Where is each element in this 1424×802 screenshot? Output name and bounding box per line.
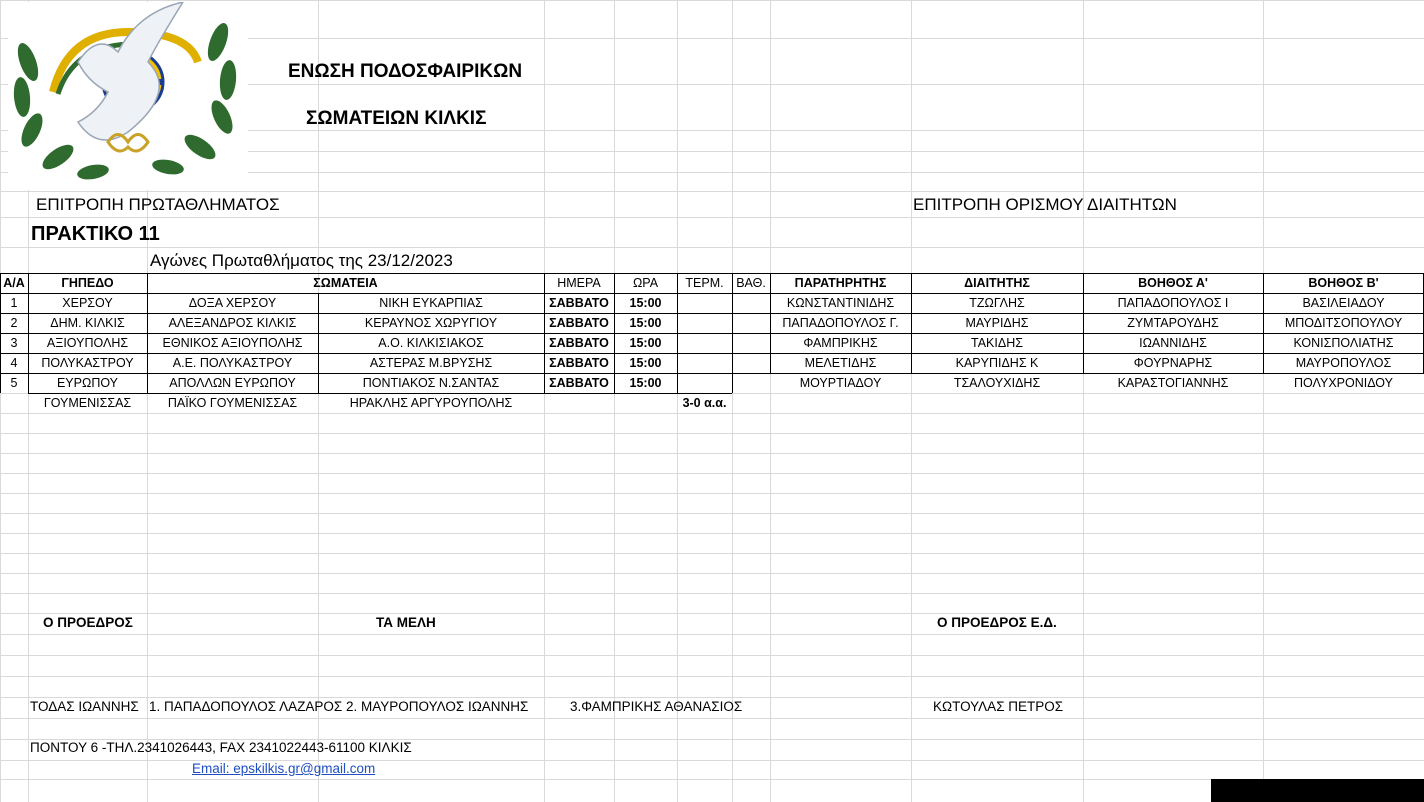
referee-committee-label: ΕΠΙΤΡΟΠΗ ΟΡΙΣΜΟΥ ΔΙΑΙΤΗΤΩΝ [913,195,1177,214]
cell-n: 4 [10,356,18,370]
members-label: ΤΑ ΜΕΛΗ [376,615,436,630]
cell-observer [770,393,911,413]
cell-grade [732,353,770,373]
cell-observer: ΜΟΥΡΤΙΑΔΟΥ [799,376,882,390]
black-bar [1211,779,1424,802]
cell-observer: ΦΑΜΠΡΙΚΗΣ [803,336,878,350]
cell-asst-b [1263,393,1424,413]
cell-grade [732,293,770,313]
cell-home: ΔΟΞΑ ΧΕΡΣΟΥ [188,296,277,310]
column-header: ΔΙΑΙΤΗΤΗΣ [964,276,1030,290]
cell-stadium: ΑΞΙΟΥΠΟΛΗΣ [46,336,129,350]
cell-time [614,393,677,413]
cell-day: ΣΑΒΒΑΤΟ [549,356,609,370]
cell-grade [732,373,770,393]
cell-home: ΑΠΟΛΛΩΝ ΕΥΡΩΠΟΥ [169,376,296,390]
president-name: ΤΟΔΑΣ ΙΩΑΝΝΗΣ [30,699,139,714]
cell-day: ΣΑΒΒΑΤΟ [549,296,609,310]
cell-away: ΚΕΡΑΥΝΟΣ ΧΩΡΥΓΙΟΥ [364,316,498,330]
cell-referee [911,393,1083,413]
column-header: ΒΑΘ. [736,276,766,290]
cell-asst-b: ΜΠΟΔΙΤΣΟΠΟΥΛΟΥ [1284,316,1403,330]
cell-away: ΠΟΝΤΙΑΚΟΣ Ν.ΣΑΝΤΑΣ [362,376,500,390]
cell-time: 15:00 [629,376,662,390]
cell-asst-a [1083,393,1263,413]
cell-asst-b: ΠΟΛΥΧΡΟΝΙΔΟΥ [1294,376,1393,390]
union-logo [8,2,248,190]
column-header: ΒΟΗΘΟΣ Α' [1138,276,1208,290]
cell-score [677,293,732,313]
column-header: ΣΩΜΑΤΕΙΑ [313,276,378,290]
cell-grade [732,333,770,353]
cell-asst-a: ΠΑΠΑΔΟΠΟΥΛΟΣ Ι [1117,296,1229,310]
cell-n: 3 [10,336,18,350]
cell-home: ΕΘΝΙΚΟΣ ΑΞΙΟΥΠΟΛΗΣ [162,336,303,350]
column-header: ΤΕΡΜ. [685,276,724,290]
cell-score [677,373,732,393]
president-label: Ο ΠΡΟΕΔΡΟΣ [43,615,133,630]
column-header: ΠΑΡΑΤΗΡΗΤΗΣ [794,276,887,290]
member3-name: 3.ΦΑΜΠΡΙΚΗΣ ΑΘΑΝΑΣΙΟΣ [570,699,743,714]
cell-home: ΑΛΕΞΑΝΔΡΟΣ ΚΙΛΚΙΣ [168,316,297,330]
cell-away: ΝΙΚΗ ΕΥΚΑΡΠΙΑΣ [379,296,483,310]
matches-date: Αγώνες Πρωταθλήματος της 23/12/2023 [150,251,453,270]
cell-asst-a: ΚΑΡΑΣΤΟΓΙΑΝΝΗΣ [1117,376,1229,390]
cell-grade [732,313,770,333]
column-header: Α/Α [3,276,25,290]
cell-observer: ΠΑΠΑΔΟΠΟΥΛΟΣ Γ. [782,316,899,330]
championship-committee-label: ΕΠΙΤΡΟΠΗ ΠΡΩΤΑΘΛΗΜΑΤΟΣ [36,195,280,214]
cell-observer: ΜΕΛΕΤΙΔΗΣ [804,356,877,370]
cell-referee: ΤΣΑΛΟΥΧΙΔΗΣ [953,376,1041,390]
cell-asst-b: ΚΟΝΙΣΠΟΛΙΑΤΗΣ [1293,336,1394,350]
cell-grade [732,393,770,413]
cell-home: ΠΑΪΚΟ ΓΟΥΜΕΝΙΣΣΑΣ [167,396,298,410]
cell-asst-b: ΒΑΣΙΛΕΙΑΔΟΥ [1302,296,1385,310]
cell-day: ΣΑΒΒΑΤΟ [549,336,609,350]
cell-away: ΑΣΤΕΡΑΣ Μ.ΒΡΥΣΗΣ [369,356,493,370]
cell-stadium: ΠΟΛΥΚΑΣΤΡΟΥ [41,356,134,370]
dove-wreath-emblem-icon [8,2,248,190]
column-header: ΒΟΗΘΟΣ Β' [1308,276,1379,290]
cell-home: Α.Ε. ΠΟΛΥΚΑΣΤΡΟΥ [172,356,293,370]
cell-score [677,313,732,333]
column-header: ΓΗΠΕΔΟ [61,276,114,290]
cell-stadium: ΧΕΡΣΟΥ [62,296,113,310]
cell-away: Α.Ο. ΚΙΛΚΙΣΙΑΚΟΣ [378,336,484,350]
cell-time: 15:00 [629,296,662,310]
cell-n [0,393,28,413]
cell-asst-b: ΜΑΥΡΟΠΟΥΛΟΣ [1295,356,1392,370]
cell-day: ΣΑΒΒΑΤΟ [549,376,609,390]
cell-score [677,333,732,353]
cell-score [677,353,732,373]
cell-n: 1 [10,296,18,310]
cell-time: 15:00 [629,336,662,350]
union-title-line1: ΕΝΩΣΗ ΠΟΔΟΣΦΑΙΡΙΚΩΝ [288,61,523,82]
address-line: ΠΟΝΤΟΥ 6 -ΤΗΛ.2341026443, FAX 2341022443-61100 ΚΙΛΚΙΣ [30,740,412,755]
members-names: 1. ΠΑΠΑΔΟΠΟΥΛΟΣ ΛΑΖΑΡΟΣ 2. ΜΑΥΡΟΠΟΥΛΟΣ ΙΩΑΝΝΗΣ [149,699,529,714]
record-number: ΠΡΑΚΤΙΚΟ 11 [31,223,160,245]
referee-president-label: Ο ΠΡΟΕΔΡΟΣ Ε.Δ. [937,615,1057,630]
cell-stadium: ΕΥΡΩΠΟΥ [56,376,119,390]
cell-time: 15:00 [629,356,662,370]
column-header: ΗΜΕΡΑ [557,276,601,290]
email-link[interactable]: Email: epskilkis.gr@gmail.com [192,761,376,776]
cell-asst-a: ΖΥΜΤΑΡΟΥΔΗΣ [1127,316,1219,330]
cell-n: 2 [10,316,18,330]
cell-referee: ΜΑΥΡΙΔΗΣ [965,316,1029,330]
column-header: ΩΡΑ [632,276,659,290]
cell-stadium: ΔΗΜ. ΚΙΛΚΙΣ [50,316,125,330]
cell-asst-a: ΦΟΥΡΝΑΡΗΣ [1133,356,1213,370]
cell-observer: ΚΩΝΣΤΑΝΤΙΝΙΔΗΣ [786,296,895,310]
cell-score: 3-0 α.α. [682,396,727,410]
cell-referee: ΤΖΩΓΛΗΣ [969,296,1025,310]
cell-n: 5 [10,376,18,390]
cell-away: ΗΡΑΚΛΗΣ ΑΡΓΥΡΟΥΠΟΛΗΣ [349,396,513,410]
cell-day [544,393,614,413]
cell-stadium: ΓΟΥΜΕΝΙΣΣΑΣ [43,396,132,410]
referee-president-name: ΚΩΤΟΥΛΑΣ ΠΕΤΡΟΣ [933,699,1064,714]
cell-referee: ΚΑΡΥΠΙΔΗΣ Κ [955,356,1039,370]
cell-day: ΣΑΒΒΑΤΟ [549,316,609,330]
cell-asst-a: ΙΩΑΝΝΙΔΗΣ [1139,336,1207,350]
cell-referee: ΤΑΚΙΔΗΣ [971,336,1023,350]
cell-time: 15:00 [629,316,662,330]
union-title-line2: ΣΩΜΑΤΕΙΩΝ ΚΙΛΚΙΣ [306,108,487,129]
